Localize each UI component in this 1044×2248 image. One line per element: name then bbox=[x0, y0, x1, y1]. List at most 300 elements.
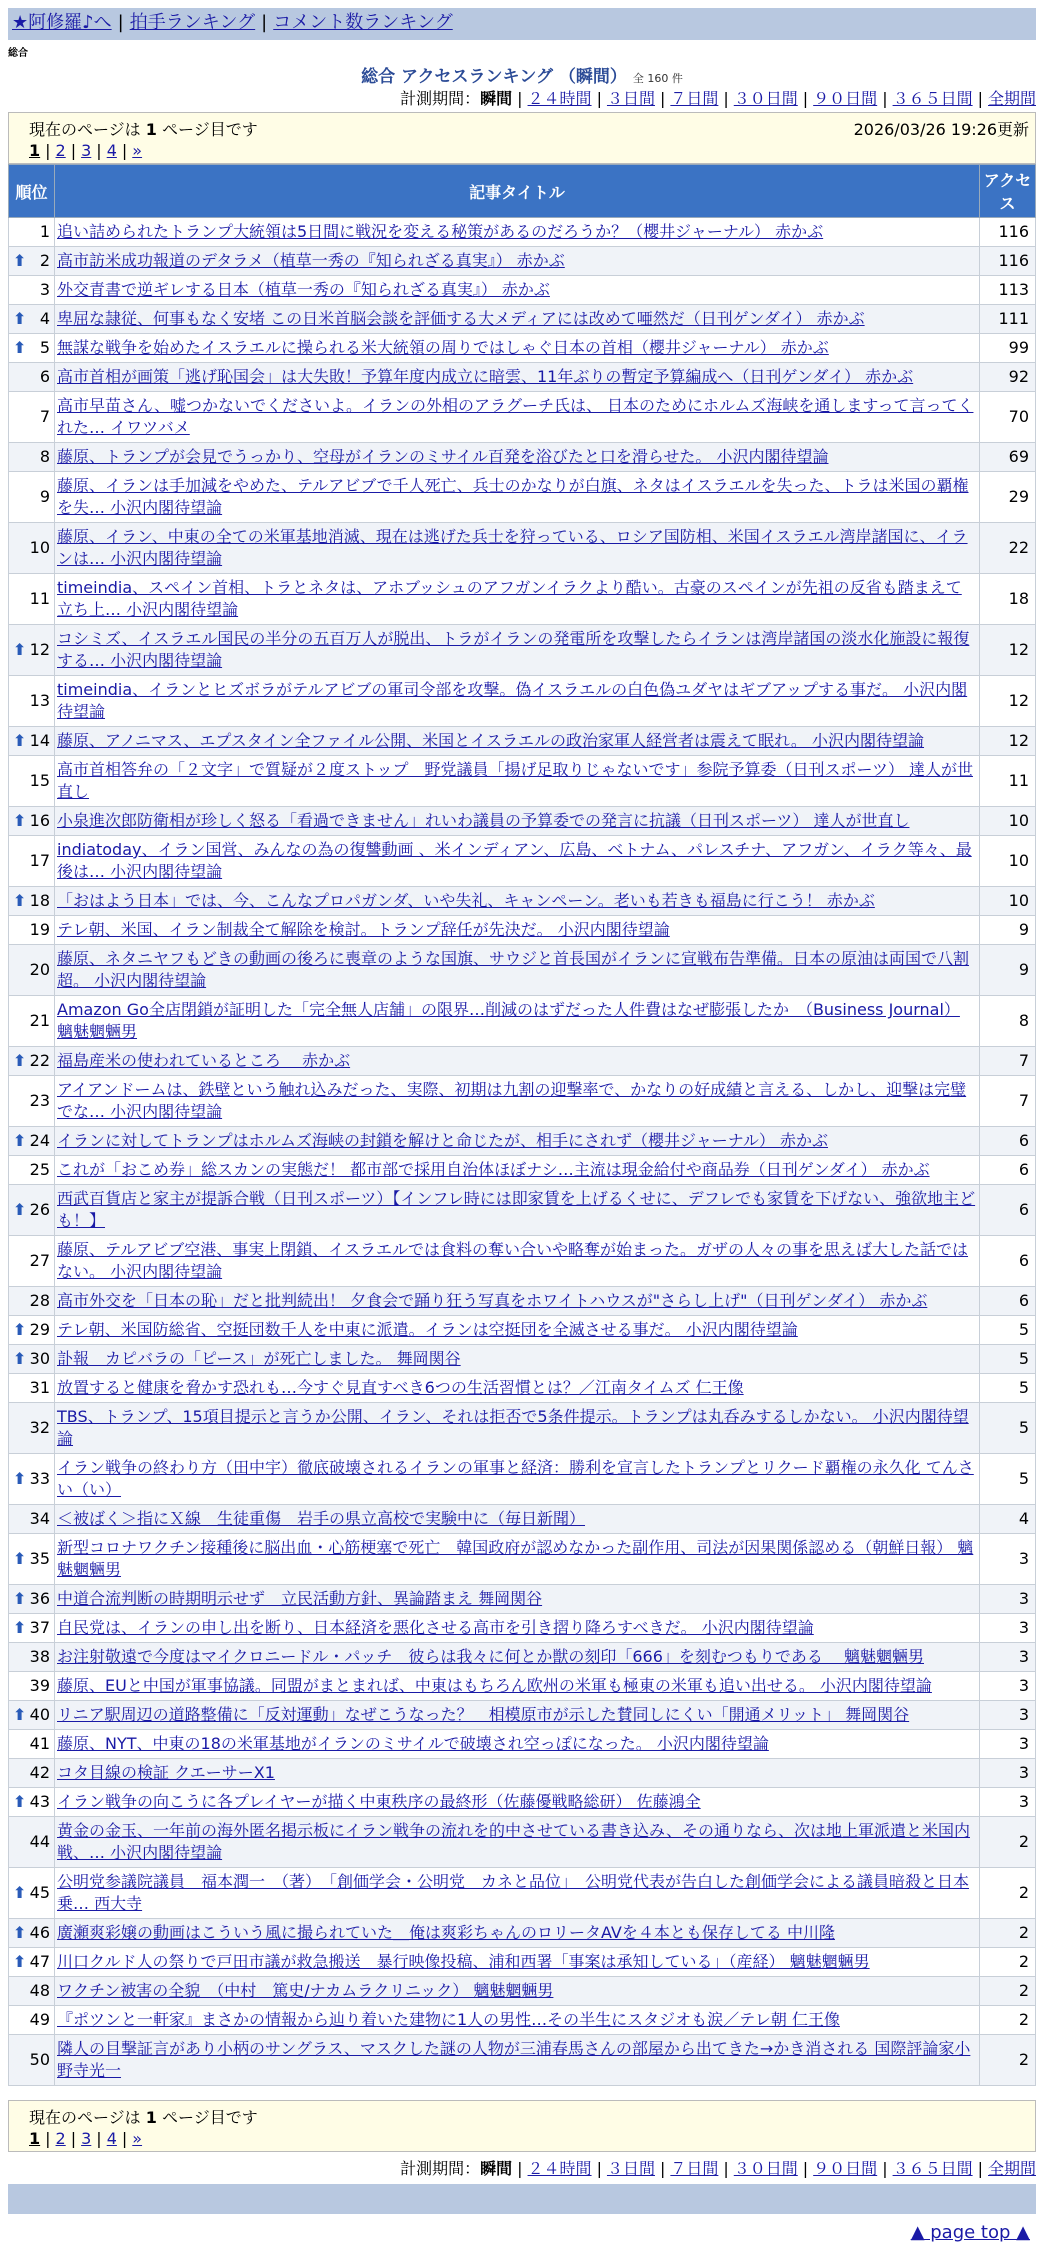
access-count: 10 bbox=[980, 807, 1036, 836]
article-link[interactable]: リニア駅周辺の道路整備に「反対運動」なぜこうなった？ 相模原市が示した賛同しにくい「開通メリット」 舞岡関谷 bbox=[57, 1705, 910, 1724]
comment-ranking-link[interactable]: コメント数ランキング bbox=[273, 12, 453, 33]
title-header: 記事タイトル bbox=[55, 165, 980, 218]
title-cell bbox=[55, 1287, 980, 1316]
title-cell bbox=[55, 756, 980, 807]
rank-cell bbox=[9, 1643, 55, 1672]
table-row bbox=[9, 1919, 1036, 1948]
title-cell bbox=[55, 1919, 980, 1948]
access-count: 2 bbox=[980, 1868, 1036, 1919]
table-row bbox=[9, 1788, 1036, 1817]
access-count: 18 bbox=[980, 574, 1036, 625]
access-count: 3 bbox=[980, 1534, 1036, 1585]
page-link-3[interactable]: 3 bbox=[81, 141, 92, 160]
table-row bbox=[9, 1374, 1036, 1403]
period-link[interactable]: ７日間 bbox=[670, 2159, 719, 2178]
rank-number: 41 bbox=[29, 1734, 50, 1753]
current-page-post: ページ目です bbox=[162, 2108, 258, 2127]
rank-cell bbox=[9, 2035, 55, 2086]
rank-number: 12 bbox=[29, 640, 50, 659]
title-cell bbox=[55, 1403, 980, 1454]
article-link[interactable]: 外交青書で逆ギレする日本（植草一秀の『知られざる真実』） 赤かぶ bbox=[57, 280, 550, 299]
title-cell bbox=[55, 1977, 980, 2006]
access-count: 69 bbox=[980, 443, 1036, 472]
period-link[interactable]: ２４時間 bbox=[527, 89, 592, 108]
title-cell bbox=[55, 1534, 980, 1585]
category-label: 総合 bbox=[8, 48, 28, 59]
title-cell bbox=[55, 276, 980, 305]
article-link[interactable]: 藤原、EUと中国が軍事協議。同盟がまとまれば、中東はもちろん欧州の米軍も極東の米軍も追い出せる。 小沢内閣待望論 bbox=[57, 1676, 932, 1695]
rank-cell bbox=[9, 1185, 55, 1236]
article-link[interactable]: コタ目線の検証 クエーサーX1 bbox=[57, 1763, 275, 1782]
title-cell bbox=[55, 1672, 980, 1701]
table-row bbox=[9, 1534, 1036, 1585]
rank-cell bbox=[9, 574, 55, 625]
period-selector-bottom bbox=[400, 2156, 1036, 2179]
page-separator: | bbox=[45, 2129, 51, 2148]
rank-cell bbox=[9, 727, 55, 756]
title-cell bbox=[55, 1868, 980, 1919]
page-separator: | bbox=[70, 141, 77, 160]
article-link[interactable]: イランに対してトランプはホルムズ海峡の封鎖を解けと命じたが、相手にされず（櫻井ジャーナル） 赤かぶ bbox=[57, 1131, 829, 1150]
arrow-up-icon: ⬆ bbox=[13, 1589, 27, 1608]
article-link[interactable]: 高市早苗さん、嘘つかないでくださいよ。イランの外相のアラグーチ氏は、 日本のためにホルムズ海峡を通しますって言ってくれた… イワツバメ bbox=[57, 396, 974, 437]
article-link[interactable]: 藤原、イラン、中東の全ての米軍基地消滅、現在は逃げた兵士を狩っている、ロシア国防相、米国イスラエル湾岸諸国に、イランは… 小沢内閣待望論 bbox=[57, 527, 968, 568]
article-link[interactable]: 小泉進次郎防衛相が珍しく怒る「看過できません」れいわ議員の予算委での発言に抗議（日刊スポーツ） 達人が世直し bbox=[57, 811, 910, 830]
rank-cell bbox=[9, 676, 55, 727]
rank-cell bbox=[9, 1403, 55, 1454]
period-link[interactable]: ２４時間 bbox=[527, 2159, 592, 2178]
access-count: 9 bbox=[980, 945, 1036, 996]
table-row bbox=[9, 1185, 1036, 1236]
table-row bbox=[9, 1345, 1036, 1374]
article-link[interactable]: 卑屈な隷従、何事もなく安堵 この日米首脳会談を評価する大メディアには改めて唖然だ（日刊ゲンダイ） 赤かぶ bbox=[57, 309, 865, 328]
access-count: 3 bbox=[980, 1672, 1036, 1701]
access-count: 3 bbox=[980, 1585, 1036, 1614]
access-count: 4 bbox=[980, 1505, 1036, 1534]
title-cell bbox=[55, 1374, 980, 1403]
title-cell bbox=[55, 887, 980, 916]
access-count: 6 bbox=[980, 1287, 1036, 1316]
table-row bbox=[9, 305, 1036, 334]
table-row bbox=[9, 727, 1036, 756]
article-link[interactable]: ワクチン被害の全貌 （中村 篤史/ナカムラクリニック） 魑魅魍魎男 bbox=[57, 1981, 554, 2000]
page-link-2[interactable]: 2 bbox=[55, 141, 66, 160]
rank-cell bbox=[9, 945, 55, 996]
rank-cell bbox=[9, 1730, 55, 1759]
arrow-up-icon: ⬆ bbox=[13, 1618, 27, 1637]
title-cell bbox=[55, 1127, 980, 1156]
access-count: 70 bbox=[980, 392, 1036, 443]
rank-cell bbox=[9, 218, 55, 247]
access-count: 3 bbox=[980, 1759, 1036, 1788]
period-link[interactable]: ７日間 bbox=[670, 89, 719, 108]
rank-number: 5 bbox=[39, 338, 50, 357]
rank-number: 31 bbox=[29, 1378, 50, 1397]
rank-number: 16 bbox=[29, 811, 50, 830]
period-separator: | bbox=[659, 2159, 666, 2178]
rank-number: 35 bbox=[29, 1549, 50, 1568]
arrow-up-icon: ⬆ bbox=[13, 1923, 27, 1942]
table-row bbox=[9, 392, 1036, 443]
clap-ranking-link[interactable]: 拍手ランキング bbox=[129, 12, 256, 33]
article-link[interactable]: コシミズ、イスラエル国民の半分の五百万人が脱出、トラがイランの発電所を攻撃したらイランは湾岸諸国の淡水化施設に報復する… 小沢内閣待望論 bbox=[57, 629, 970, 670]
article-link[interactable]: 中道合流判断の時期明示せず 立民活動方針、異論踏まえ 舞岡関谷 bbox=[57, 1589, 543, 1608]
title-cell bbox=[55, 625, 980, 676]
page-separator: | bbox=[96, 141, 102, 160]
article-link[interactable]: 無謀な戦争を始めたイスラエルに操られる米大統領の周りではしゃぐ日本の首相（櫻井ジャーナル） 赤かぶ bbox=[57, 338, 829, 357]
access-count: 2 bbox=[980, 1919, 1036, 1948]
article-link[interactable]: 福島産米の使われているところ 赤かぶ bbox=[57, 1051, 351, 1070]
rank-cell bbox=[9, 1788, 55, 1817]
rank-number: 24 bbox=[29, 1131, 50, 1150]
rank-number: 6 bbox=[39, 367, 50, 386]
table-row bbox=[9, 1948, 1036, 1977]
rank-number: 42 bbox=[29, 1763, 50, 1782]
rank-cell bbox=[9, 305, 55, 334]
title-cell bbox=[55, 1185, 980, 1236]
rank-number: 4 bbox=[39, 309, 50, 328]
rank-cell bbox=[9, 1977, 55, 2006]
period-link[interactable]: 全期間 bbox=[987, 2159, 1036, 2178]
article-link[interactable]: 藤原、NYT、中東の18の米軍基地がイランのミサイルで破壊され空っぽになった。 小沢内閣待望論 bbox=[57, 1734, 769, 1753]
rank-cell bbox=[9, 276, 55, 305]
access-count: 12 bbox=[980, 727, 1036, 756]
page-link-3[interactable]: 3 bbox=[81, 2129, 92, 2148]
arrow-up-icon: ⬆ bbox=[13, 1051, 27, 1070]
article-link[interactable]: 隣人の目撃証言があり小柄のサングラス、マスクした謎の人物が三浦春馬さんの部屋から出てきた→かき消される 国際評論家小野寺光一 bbox=[57, 2039, 971, 2080]
home-link[interactable]: ★阿修羅♪へ bbox=[12, 12, 112, 33]
access-count: 11 bbox=[980, 756, 1036, 807]
table-row bbox=[9, 276, 1036, 305]
rank-cell bbox=[9, 1672, 55, 1701]
period-selector-top bbox=[400, 86, 1036, 109]
table-header-row bbox=[9, 165, 1036, 218]
access-count: 6 bbox=[980, 1236, 1036, 1287]
access-count: 5 bbox=[980, 1403, 1036, 1454]
article-link[interactable]: 廣瀬爽彩嬢の動画はこういう風に撮られていた＿俺は爽彩ちゃんのロリータAVを４本とも保存してる 中川隆 bbox=[57, 1923, 835, 1942]
title-cell bbox=[55, 1585, 980, 1614]
access-count: 12 bbox=[980, 625, 1036, 676]
article-link[interactable]: 公明党参議院議員 福本潤一 （著） 「創価学会・公明党 カネと品位」 公明党代表が告白した創価学会による議員暗殺と日本乗… 西大寺 bbox=[57, 1872, 970, 1913]
access-count: 10 bbox=[980, 887, 1036, 916]
period-current: 瞬間 bbox=[480, 2159, 513, 2178]
article-link[interactable]: Amazon Go全店閉鎖が証明した「完全無人店舗」の限界…削減のはずだった人件費はなぜ膨張したか （Business Journal） 魑魅魍魎男 bbox=[57, 1000, 960, 1041]
arrow-up-icon: ⬆ bbox=[13, 1200, 27, 1219]
page-link-1[interactable]: 1 bbox=[29, 2129, 41, 2148]
rank-number: 17 bbox=[29, 851, 50, 870]
table-row bbox=[9, 1643, 1036, 1672]
article-link[interactable]: 自民党は、イランの申し出を断り、日本経済を悪化させる高市を引き摺り降ろすべきだ。 小沢内閣待望論 bbox=[57, 1618, 814, 1637]
rank-number: 2 bbox=[39, 251, 50, 270]
rank-cell bbox=[9, 916, 55, 945]
title-cell bbox=[55, 1505, 980, 1534]
current-page-number: 1 bbox=[145, 120, 157, 139]
access-count: 116 bbox=[980, 218, 1036, 247]
table-row bbox=[9, 218, 1036, 247]
page-top-link[interactable]: ▲ page top ▲ bbox=[910, 2222, 1030, 2243]
table-row bbox=[9, 676, 1036, 727]
page-separator: | bbox=[70, 2129, 77, 2148]
table-row bbox=[9, 887, 1036, 916]
period-link[interactable]: ３日間 bbox=[606, 89, 655, 108]
article-link[interactable]: 追い詰められたトランプ大統領は5日間に戦況を変える秘策があるのだろうか？（櫻井ジャーナル） 赤かぶ bbox=[57, 222, 824, 241]
article-link[interactable]: 西武百貨店と家主が提訴合戦（日刊スポーツ）【インフレ時には即家賃を上げるくせに、デフレでも家賃を下げない、強欲地主ども！】 bbox=[57, 1189, 976, 1230]
arrow-up-icon: ⬆ bbox=[13, 1349, 27, 1368]
rank-cell bbox=[9, 1076, 55, 1127]
nav-separator: | bbox=[261, 12, 268, 33]
rank-cell bbox=[9, 1505, 55, 1534]
current-page-number: 1 bbox=[145, 2108, 157, 2127]
access-count: 2 bbox=[980, 1817, 1036, 1868]
page-link-»[interactable]: » bbox=[132, 2129, 143, 2148]
page-info-bottom bbox=[8, 2100, 1036, 2152]
article-link[interactable]: テレ朝、米国防総省、空挺団数千人を中東に派遣。イランは空挺団を全滅させる事だ。 小沢内閣待望論 bbox=[57, 1320, 798, 1339]
rank-number: 34 bbox=[29, 1509, 50, 1528]
article-link[interactable]: 黄金の金玉、一年前の海外匿名掲示板にイラン戦争の流れを的中させている書き込み、その通りなら、次は地上軍派遣と米国内戦、… 小沢内閣待望論 bbox=[57, 1821, 970, 1862]
table-row bbox=[9, 1759, 1036, 1788]
rank-cell bbox=[9, 1701, 55, 1730]
rank-cell bbox=[9, 1534, 55, 1585]
page-link-4[interactable]: 4 bbox=[106, 2129, 117, 2148]
arrow-up-icon: ⬆ bbox=[13, 1883, 27, 1902]
period-separator: | bbox=[882, 2159, 888, 2178]
access-count: 99 bbox=[980, 334, 1036, 363]
article-link[interactable]: 藤原、テルアビブ空港、事実上閉鎖、イスラエルでは食料の奪い合いや略奪が始まった。ガザの人々の事を思えば大した話ではない。 小沢内閣待望論 bbox=[57, 1240, 969, 1281]
title-cell bbox=[55, 305, 980, 334]
rank-number: 20 bbox=[29, 960, 50, 979]
table-row bbox=[9, 1672, 1036, 1701]
rank-number: 25 bbox=[29, 1160, 50, 1179]
rank-cell bbox=[9, 392, 55, 443]
period-link[interactable]: ３６５日間 bbox=[892, 89, 973, 108]
title-cell bbox=[55, 727, 980, 756]
table-row bbox=[9, 2006, 1036, 2035]
access-count: 5 bbox=[980, 1316, 1036, 1345]
period-link[interactable]: ３０日間 bbox=[733, 89, 798, 108]
title-cell bbox=[55, 996, 980, 1047]
rank-number: 33 bbox=[29, 1469, 50, 1488]
article-link[interactable]: 藤原、アノニマス、エプスタイン全ファイル公開、米国とイスラエルの政治家軍人経営者は震えて眠れ。 小沢内閣待望論 bbox=[57, 731, 925, 750]
rank-cell bbox=[9, 334, 55, 363]
rank-number: 49 bbox=[29, 2010, 50, 2029]
title-cell bbox=[55, 472, 980, 523]
period-separator: | bbox=[977, 89, 983, 108]
current-page-pre: 現在のページは bbox=[29, 120, 141, 139]
table-row bbox=[9, 472, 1036, 523]
period-link[interactable]: 全期間 bbox=[987, 89, 1036, 108]
table-row bbox=[9, 836, 1036, 887]
title-cell bbox=[55, 1614, 980, 1643]
table-row bbox=[9, 756, 1036, 807]
rank-number: 46 bbox=[29, 1923, 50, 1942]
rank-cell bbox=[9, 887, 55, 916]
title-cell bbox=[55, 443, 980, 472]
period-label: 計測期間： bbox=[400, 89, 481, 108]
table-row bbox=[9, 1454, 1036, 1505]
rank-number: 32 bbox=[29, 1418, 50, 1437]
access-count: 2 bbox=[980, 1977, 1036, 2006]
access-count: 5 bbox=[980, 1454, 1036, 1505]
table-row bbox=[9, 1701, 1036, 1730]
table-row bbox=[9, 1236, 1036, 1287]
article-link[interactable]: 藤原、ネタニヤフもどきの動画の後ろに喪章のような国旗、サウジと首長国がイランに宣戦布告準備。日本の原油は両国で八割超。 小沢内閣待望論 bbox=[57, 949, 970, 990]
table-row bbox=[9, 996, 1036, 1047]
access-count: 5 bbox=[980, 1345, 1036, 1374]
rank-number: 13 bbox=[29, 691, 50, 710]
rank-number: 19 bbox=[29, 920, 50, 939]
article-link[interactable]: 高市外交を「日本の恥」だと批判続出！ 夕食会で踊り狂う写真をホワイトハウスが"さらし上げ"（日刊ゲンダイ） 赤かぶ bbox=[57, 1291, 928, 1310]
arrow-up-icon: ⬆ bbox=[13, 1952, 27, 1971]
article-link[interactable]: ＜被ばく＞指にＸ線 生徒重傷 岩手の県立高校で実験中に（毎日新聞） bbox=[57, 1509, 586, 1528]
table-row bbox=[9, 1585, 1036, 1614]
arrow-up-icon: ⬆ bbox=[13, 309, 27, 328]
page-link-1[interactable]: 1 bbox=[29, 141, 41, 160]
access-count: 116 bbox=[980, 247, 1036, 276]
period-separator: | bbox=[517, 89, 523, 108]
title-cell bbox=[55, 574, 980, 625]
period-separator: | bbox=[596, 2159, 602, 2178]
access-count: 5 bbox=[980, 1374, 1036, 1403]
article-link[interactable]: アイアンドームは、鉄壁という触れ込みだった、実際、初期は九割の迎撃率で、かなりの好成績と言える、しかし、迎撃は完璧でな… 小沢内閣待望論 bbox=[57, 1080, 967, 1121]
arrow-up-icon: ⬆ bbox=[13, 1469, 27, 1488]
table-row bbox=[9, 1817, 1036, 1868]
rank-cell bbox=[9, 1585, 55, 1614]
period-separator: | bbox=[659, 89, 666, 108]
title-cell bbox=[55, 945, 980, 996]
access-count: 3 bbox=[980, 1788, 1036, 1817]
title-cell bbox=[55, 676, 980, 727]
access-count: 3 bbox=[980, 1614, 1036, 1643]
article-link[interactable]: 高市首相答弁の「２文字」で質疑が２度ストップ 野党議員「揚げ足取りじゃないです」参院予算委（日刊スポーツ） 達人が世直し bbox=[57, 760, 973, 801]
article-link[interactable]: 川口クルド人の祭りで戸田市議が救急搬送 暴行映像投稿、浦和西署「事案は承知している」（産経） 魑魅魍魎男 bbox=[57, 1952, 870, 1971]
table-row bbox=[9, 1505, 1036, 1534]
rank-cell bbox=[9, 836, 55, 887]
current-page-post: ページ目です bbox=[162, 120, 258, 139]
rank-number: 14 bbox=[29, 731, 50, 750]
title-cell bbox=[55, 1236, 980, 1287]
rank-number: 23 bbox=[29, 1091, 50, 1110]
table-row bbox=[9, 363, 1036, 392]
rank-number: 30 bbox=[29, 1349, 50, 1368]
access-header: アクセス bbox=[980, 165, 1036, 218]
rank-cell bbox=[9, 1817, 55, 1868]
access-count: 113 bbox=[980, 276, 1036, 305]
rank-number: 3 bbox=[39, 280, 50, 299]
rank-number: 38 bbox=[29, 1647, 50, 1666]
article-link[interactable]: timeindia、イランとヒズボラがテルアビブの軍司令部を攻撃。偽イスラエルの白色偽ユダヤはギブアップする事だ。 小沢内閣待望論 bbox=[57, 680, 968, 721]
article-link[interactable]: TBS、トランプ、15項目提示と言うか公開、イラン、それは拒否で5条件提示。トランプは丸呑みするしかない。 小沢内閣待望論 bbox=[57, 1407, 969, 1448]
arrow-up-icon: ⬆ bbox=[13, 1320, 27, 1339]
access-count: 3 bbox=[980, 1730, 1036, 1759]
article-link[interactable]: 高市首相が画策「逃げ恥国会」は大失敗！予算年度内成立に暗雲、11年ぶりの暫定予算編成へ（日刊ゲンダイ） 赤かぶ bbox=[57, 367, 914, 386]
table-row bbox=[9, 1868, 1036, 1919]
period-link[interactable]: ３６５日間 bbox=[892, 2159, 973, 2178]
rank-cell bbox=[9, 443, 55, 472]
title-cell bbox=[55, 1948, 980, 1977]
article-link[interactable]: 「おはよう日本」では、今、こんなプロパガンダ、いや失礼、キャンペーン。老いも若きも福島に行こう！ 赤かぶ bbox=[57, 891, 875, 910]
rank-number: 1 bbox=[39, 222, 50, 241]
access-count: 6 bbox=[980, 1127, 1036, 1156]
article-link[interactable]: 藤原、イランは手加減をやめた、テルアビブで千人死亡、兵士のかなりが白旗、ネタはイスラエルを失った、トラは米国の覇権を失… 小沢内閣待望論 bbox=[57, 476, 969, 517]
rank-cell bbox=[9, 1345, 55, 1374]
period-link[interactable]: ３日間 bbox=[606, 2159, 655, 2178]
rank-number: 44 bbox=[29, 1832, 50, 1851]
table-row bbox=[9, 1047, 1036, 1076]
current-page-pre: 現在のページは bbox=[29, 2108, 141, 2127]
article-link[interactable]: timeindia、スペイン首相、トラとネタは、アホブッシュのアフガンイラクより酷い。古豪のスペインが先祖の反省も踏まえて立ち上… 小沢内閣待望論 bbox=[57, 578, 962, 619]
period-separator: | bbox=[723, 2159, 729, 2178]
updated-timestamp: 2026/03/26 19:26更新 bbox=[853, 120, 1029, 139]
period-separator: | bbox=[723, 89, 729, 108]
page-link-2[interactable]: 2 bbox=[55, 2129, 66, 2148]
rank-cell bbox=[9, 523, 55, 574]
article-link[interactable]: 高市訪米成功報道のデタラメ（植草一秀の『知られざる真実』） 赤かぶ bbox=[57, 251, 565, 270]
article-link[interactable]: 新型コロナワクチン接種後に脳出血・心筋梗塞で死亡 韓国政府が認めなかった副作用、司法が因果関係認める（朝鮮日報） 魑魅魍魎男 bbox=[57, 1538, 974, 1579]
article-link[interactable]: 訃報 カピバラの「ピース」が死亡しました。 舞岡関谷 bbox=[57, 1349, 461, 1368]
access-count: 92 bbox=[980, 363, 1036, 392]
rank-number: 47 bbox=[29, 1952, 50, 1971]
rank-number: 9 bbox=[39, 487, 50, 506]
table-row bbox=[9, 1403, 1036, 1454]
title-cell bbox=[55, 1076, 980, 1127]
article-link[interactable]: 『ポツンと一軒家』まさかの情報から辿り着いた建物に1人の男性…その半生にスタジオも涙／テレ朝 仁王像 bbox=[57, 2010, 840, 2029]
rank-number: 50 bbox=[29, 2050, 50, 2069]
article-link[interactable]: テレ朝、米国、イラン制裁全て解除を検討。トランプ辞任が先決だ。 小沢内閣待望論 bbox=[57, 920, 670, 939]
title-cell bbox=[55, 1643, 980, 1672]
rank-number: 15 bbox=[29, 771, 50, 790]
access-count: 111 bbox=[980, 305, 1036, 334]
title-cell bbox=[55, 334, 980, 363]
article-link[interactable]: 藤原、トランプが会見でうっかり、空母がイランのミサイル百発を浴びたと口を滑らせた。 小沢内閣待望論 bbox=[57, 447, 829, 466]
top-nav bbox=[12, 12, 453, 34]
rank-number: 37 bbox=[29, 1618, 50, 1637]
table-row bbox=[9, 574, 1036, 625]
title-cell bbox=[55, 1345, 980, 1374]
article-link[interactable]: イラン戦争の終わり方（田中宇）徹底破壊されるイランの軍事と経済：勝利を宣言したトランプとリクード覇権の永久化 てんさい（い） bbox=[57, 1458, 974, 1499]
article-link[interactable]: お注射敬遠で今度はマイクロニードル・パッチ 彼らは我々に何とか獣の刻印「666」を刻むつもりである 魑魅魍魎男 bbox=[57, 1647, 924, 1666]
bottom-bar bbox=[8, 2184, 1036, 2214]
page-separator: | bbox=[121, 2129, 128, 2148]
article-link[interactable]: イラン戦争の向こうに各プレイヤーが描く中東秩序の最終形（佐藤優戦略総研） 佐藤鴻全 bbox=[57, 1792, 701, 1811]
arrow-up-icon: ⬆ bbox=[13, 811, 27, 830]
period-link[interactable]: ３０日間 bbox=[733, 2159, 798, 2178]
rank-number: 10 bbox=[29, 538, 50, 557]
article-link[interactable]: 放置すると健康を脅かす恐れも…今すぐ見直すべき6つの生活習慣とは？／江南タイムズ 仁王像 bbox=[57, 1378, 744, 1397]
page-heading bbox=[0, 62, 1044, 87]
access-count: 2 bbox=[980, 2035, 1036, 2086]
table-row bbox=[9, 1287, 1036, 1316]
title-cell bbox=[55, 836, 980, 887]
period-separator: | bbox=[977, 2159, 983, 2178]
period-link[interactable]: ９０日間 bbox=[813, 2159, 878, 2178]
rank-number: 40 bbox=[29, 1705, 50, 1724]
top-nav-bar bbox=[8, 8, 1036, 40]
access-count: 8 bbox=[980, 996, 1036, 1047]
rank-cell bbox=[9, 2006, 55, 2035]
table-row bbox=[9, 1977, 1036, 2006]
page-link-»[interactable]: » bbox=[132, 141, 143, 160]
article-link[interactable]: これが「おこめ券」総スカンの実態だ！ 都市部で採用自治体ほぼナシ…主流は現金給付や商品券（日刊ゲンダイ） 赤かぶ bbox=[57, 1160, 930, 1179]
page-separator: | bbox=[96, 2129, 102, 2148]
page-link-4[interactable]: 4 bbox=[106, 141, 117, 160]
arrow-up-icon: ⬆ bbox=[13, 640, 27, 659]
title-cell bbox=[55, 2035, 980, 2086]
table-row bbox=[9, 443, 1036, 472]
period-link[interactable]: ９０日間 bbox=[813, 89, 878, 108]
arrow-up-icon: ⬆ bbox=[13, 731, 27, 750]
title-cell bbox=[55, 363, 980, 392]
article-link[interactable]: indiatoday、イラン国営、みんなの為の復讐動画 、米インディアン、広島、ベトナム、パレスチナ、アフガン、イラク等々、最後は… 小沢内閣待望論 bbox=[57, 840, 972, 881]
